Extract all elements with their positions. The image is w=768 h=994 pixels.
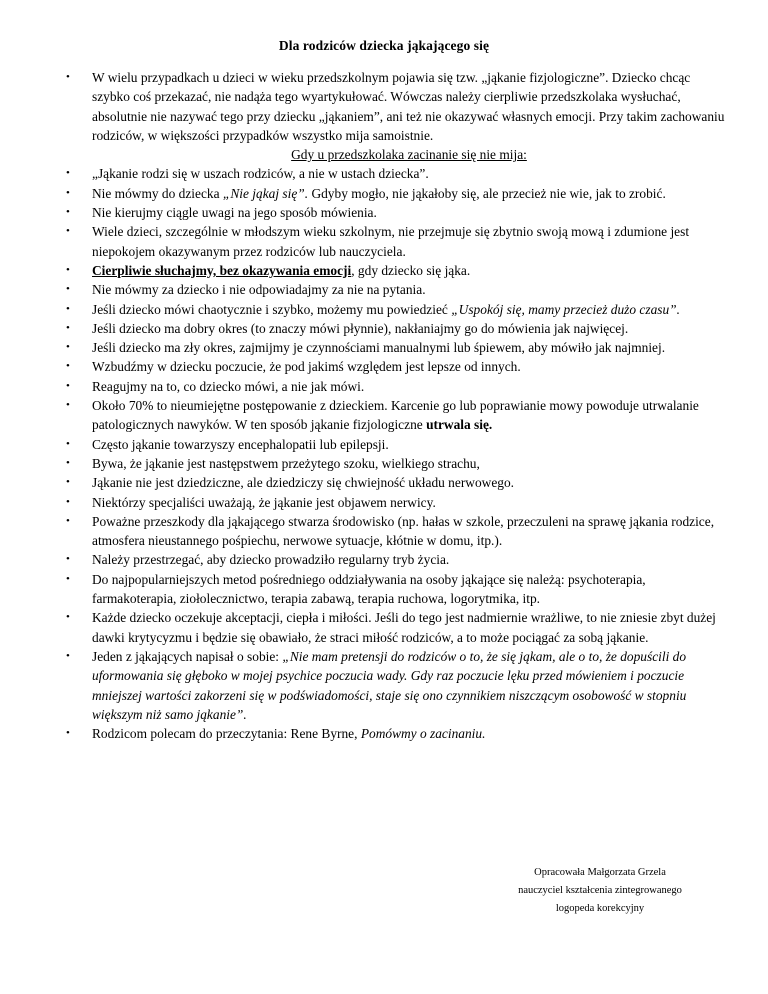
bullet-icon: • (66, 206, 70, 219)
item-text: Bywa, że jąkanie jest następstwem przeżytego szoku, wielkiego strachu, (92, 455, 480, 471)
item-text: „Jąkanie rodzi się w uszach rodziców, a nie w ustach dziecka”. (92, 166, 429, 182)
item-emphasis: Cierpliwie słuchajmy, bez okazywania emocji (92, 262, 352, 278)
bullet-icon: • (66, 727, 70, 740)
author-signature (450, 864, 750, 918)
list-item (66, 222, 726, 261)
bullet-icon: • (66, 572, 70, 585)
item-text: Wiele dzieci, szczególnie w młodszym wieku szkolnym, nie przejmuje się zbytnio swoją mową i zdumione jest niepokojem okazywanym przez rodziców lub nauczyciela. (92, 224, 690, 259)
list-item (66, 647, 726, 724)
list-item (66, 338, 726, 357)
bullet-icon: • (66, 283, 70, 296)
item-text: Gdyby mogło, nie jąkałoby się, ale przecież nie wie, jak to zrobić. (308, 185, 666, 201)
bullet-icon: • (66, 71, 70, 83)
item-quote: „Nie mam pretensji do rodziców o to, że się jąkam, ale o to, że dopuścili do uformowania się głęboko w mojej psychice poczucia wady. Gdy raz poczucie lęku przed mówieniem i poczucie mniejszej wartości zakorzeni się w podświadomości, staje się ono czynnikiem niszczącym osobowość w stopniu większym niż samo jąkanie”. (92, 648, 687, 722)
list-item (66, 261, 726, 280)
list-item (66, 280, 726, 299)
list-item (66, 454, 726, 473)
section-subheading: Gdy u przedszkolaka zacinanie się nie mija: (291, 147, 527, 163)
bullet-icon: • (66, 476, 70, 489)
list-item (66, 184, 726, 203)
list-item (66, 300, 726, 319)
item-emphasis: utrwala się. (426, 417, 493, 433)
bullet-icon: • (66, 263, 70, 276)
document-title: Dla rodziców dziecka jąkającego się (278, 38, 490, 53)
item-text: Często jąkanie towarzyszy encephalopatii lub epilepsji. (92, 436, 389, 452)
bullet-icon: • (66, 456, 70, 469)
bullet-icon: • (66, 321, 70, 334)
item-text: Nie mówmy do dziecka (92, 185, 223, 201)
list-item (66, 473, 726, 492)
signature-specialty: logopeda korekcyjny (555, 903, 645, 914)
list-item (66, 493, 726, 512)
signature-author: Opracowała Małgorzata Grzela (534, 867, 666, 878)
bullet-icon: • (66, 186, 70, 199)
list-item (66, 608, 726, 647)
bullet-icon: • (66, 341, 70, 354)
item-text: Jeśli dziecko ma dobry okres (to znaczy mówi płynnie), nakłaniajmy go do mówienia jak najwięcej. (92, 320, 629, 336)
list-item (66, 570, 726, 609)
list-item (66, 550, 726, 569)
item-text: Do najpopularniejszych metod pośredniego oddziaływania na osoby jąkające się należą: psychoterapia, farmakoterapia, ziołolecznictwo, terapia zabawą, terapia ruchowa, logorytmika, itp. (92, 571, 646, 607)
bullet-icon: • (66, 360, 70, 373)
list-item (66, 164, 726, 183)
bullet-icon: • (66, 225, 70, 238)
item-text: Nie mówmy za dziecko i nie odpowiadajmy za nie na pytania. (92, 282, 426, 298)
list-item (66, 357, 726, 376)
bullet-icon: • (66, 649, 70, 662)
bullet-icon: • (66, 495, 70, 508)
intro-text: W wielu przypadkach u dzieci w wieku przedszkolnym pojawia się tzw. „jąkanie fizjologiczne”. Dziecko chcąc szybko coś przekazać, nie nadąża tego wyartykułować. Wówczas należy cierpliwie przedszkolaka wysłuchać, absolutnie nie nazywać tego przy dziecku „jąkaniem”, ani też nie okazywać własnych emocji. Przy takim zachowaniu rodziców, w większości przypadków wszystko mija samoistnie. (92, 70, 725, 143)
item-text: Jeśli dziecko ma zły okres, zajmijmy je czynnościami manualnymi lub śpiewem, aby mówiło jak najmniej. (92, 340, 666, 356)
item-text: , gdy dziecko się jąka. (351, 262, 471, 278)
bullet-icon: • (66, 379, 70, 392)
list-item (66, 319, 726, 338)
item-text: Około 70% to nieumiejętne postępowanie z dzieckiem. Karcenie go lub poprawianie mowy powoduje utrwalanie patologicznych nawyków. W ten sposób jąkanie fizjologiczne (92, 398, 699, 433)
bullet-icon: • (66, 611, 70, 624)
bullet-icon: • (66, 553, 70, 566)
item-text: Jąkanie nie jest dziedziczne, ale dziedziczy się chwiejność układu nerwowego. (92, 475, 514, 491)
item-text: Wzbudźmy w dziecku poczucie, że pod jakimś względem jest lepsze od innych. (92, 359, 521, 375)
item-quote: „Uspokój się, mamy przecież dużo czasu”. (451, 301, 680, 317)
item-text: Reagujmy na to, co dziecko mówi, a nie jak mówi. (92, 378, 365, 394)
item-quote: „Nie jąkaj się”. (222, 185, 309, 201)
book-title: Pomówmy o zacinaniu. (360, 726, 486, 742)
bullet-icon: • (66, 399, 70, 412)
bullet-icon: • (66, 437, 70, 450)
list-item (66, 435, 726, 454)
item-text: Jeden z jąkających napisał o sobie: (92, 648, 283, 664)
bullet-icon: • (66, 514, 70, 527)
item-text: Każde dziecko oczekuje akceptacji, ciepła i miłości. Jeśli do tego jest nadmiernie wrażliwe, to nie zniesie zbyt dużej dawki krytycyzmu i będzie się obawiało, że straci miłość rodziców, a to może pociągać za sobą jąkanie. (92, 610, 716, 645)
list-item (66, 203, 726, 222)
list-item (66, 724, 726, 743)
signature-role: nauczyciel kształcenia zintegrowanego (518, 885, 682, 896)
list-item (66, 68, 726, 145)
item-text: Jeśli dziecko mówi chaotycznie i szybko, możemy mu powiedzieć (92, 301, 452, 317)
list-item (66, 377, 726, 396)
list-item (66, 512, 726, 551)
item-text: Poważne przeszkody dla jąkającego stwarza środowisko (np. hałas w szkole, przeczuleni na sprawę jąkania rodzice, atmosfera nieustannego pośpiechu, nerwowe sytuacje, kłótnie w domu, itp.). (92, 513, 715, 549)
item-text: Nie kierujmy ciągle uwagi na jego sposób mówienia. (92, 205, 377, 221)
bullet-icon: • (66, 167, 70, 180)
item-text: Rodzicom polecam do przeczytania: Rene Byrne, (92, 726, 361, 742)
item-text: Niektórzy specjaliści uważają, że jąkanie jest objawem nerwicy. (92, 494, 436, 510)
list-item (66, 396, 726, 435)
advice-list (66, 68, 726, 743)
bullet-icon: • (66, 302, 70, 315)
item-text: Należy przestrzegać, aby dziecko prowadziło regularny tryb życia. (92, 552, 450, 568)
